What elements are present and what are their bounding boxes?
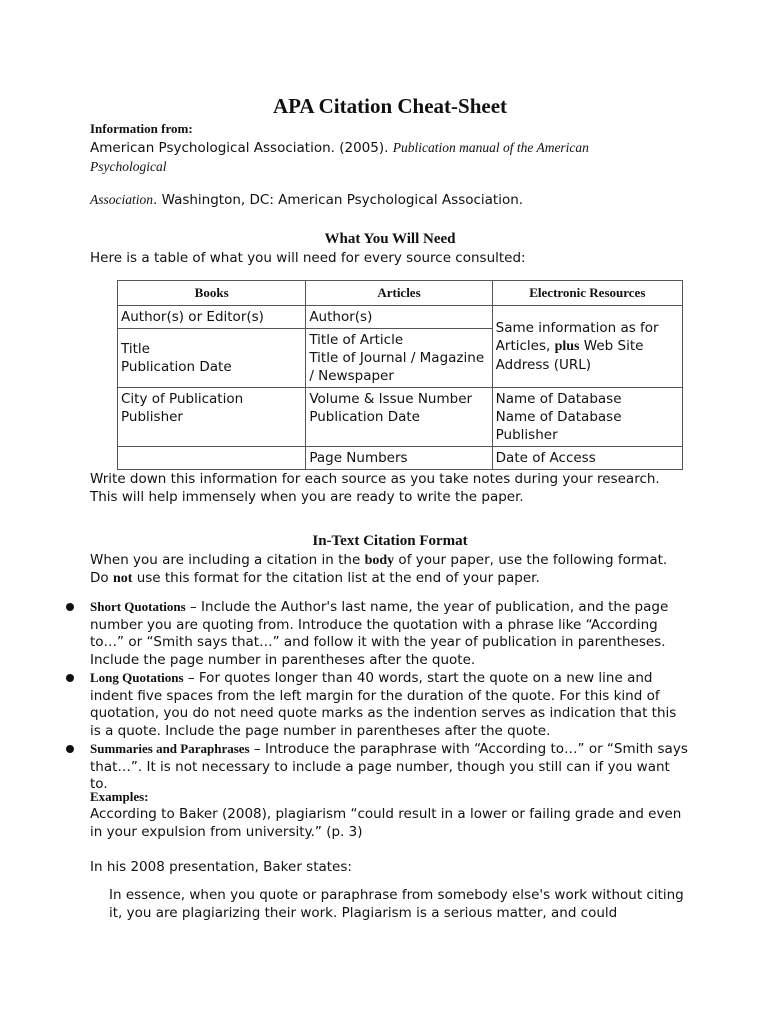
cell-line: Title of Journal / Magazine / Newspaper [309,350,485,384]
table-header-books: Books [118,281,306,306]
table-cell: Date of Access [492,447,682,470]
table-row [118,306,683,329]
table-cell [306,388,492,447]
table-cell [118,447,306,470]
intro-text: use this format for the citation list at the end of your paper. [132,569,540,586]
rule-term: Short Quotations [90,599,186,614]
cell-emphasis: plus [554,339,580,354]
requirements-table [117,280,683,470]
cell-line: City of Publication [121,391,244,407]
section-heading-in-text: In-Text Citation Format [312,533,468,549]
intro-emphasis-body: body [364,553,395,568]
intro-text: When you are including a citation in the [90,552,365,568]
section-intro-what-you-need: Here is a table of what you will need for every source consulted: [90,250,526,266]
table-row [118,388,683,447]
cell-text: Web Site Address (URL) [495,338,644,373]
table-header-articles: Articles [306,281,492,306]
example-1: According to Baker (2008), plagiarism “could result in a lower or failing grade and even in your expulsion from university.” (p. 3) [90,806,682,840]
cell-line: Volume & Issue Number [309,391,473,407]
rule-text: – For quotes longer than 40 words, start the quote on a new line and indent five spaces from the left margin for the duration of the quote. For this kind of quotation, you do not need quote marks as the indention serves as indication that this is a quote. Include the page number in parentheses after the quote. [90,670,677,739]
citation-rules-list [90,598,690,794]
rule-text: – Introduce the paraphrase with “According to…” or “Smith says that…”. It is not necessary to include a page number, though you still can if you want to. [90,741,688,792]
bullet-icon [66,745,74,753]
table-cell: Page Numbers [306,447,492,470]
cell-line: Publication Date [309,409,420,425]
table-cell: Author(s) or Editor(s) [118,306,306,329]
citation-italic2: Association [90,192,153,207]
table-header-electronic: Electronic Resources [492,281,682,306]
after-table-note: Write down this information for each source as you take notes during your research. This will help immensely when you are ready to write the paper. [90,471,660,505]
table-cell [492,306,682,388]
page-title: APA Citation Cheat-Sheet [272,94,508,118]
section-intro-in-text [90,552,690,587]
table-cell [306,329,492,388]
example-2-intro: In his 2008 presentation, Baker states: [90,859,352,875]
table-header-row [118,281,683,306]
citation-italic1: Publication manual of the American Psychological [90,140,589,174]
citation-part1: American Psychological Association. (2005). [90,140,393,156]
table-cell [492,388,682,447]
rule-term: Summaries and Paraphrases [90,741,250,756]
cell-line: Name of Database Publisher [495,409,622,443]
citation-part2: . Washington, DC: American Psychological Association. [153,192,524,208]
rule-text: – Include the Author's last name, the year of publication, and the page number you are quoting from. Introduce the quotation with a phrase like “According to…” or “Smith says that…” and follow it with the year of publication in parentheses. Include the page number in parentheses after the quote. [90,599,669,668]
bullet-icon [66,674,74,682]
reference-citation-line2 [90,191,523,210]
intro-emphasis-not: not [112,570,133,586]
cell-line: Title of Article [309,332,404,348]
bullet-icon [66,603,74,611]
info-label: Information from: [90,121,193,136]
table-cell [118,329,306,388]
cell-line: Publication Date [121,359,232,375]
cell-line: Publisher [121,409,183,425]
table-row [118,447,683,470]
examples-label: Examples: [90,789,149,804]
rule-term: Long Quotations [90,670,184,685]
cell-line: Name of Database [495,391,622,407]
table-cell: Author(s) [306,306,492,329]
cell-line: Title [121,341,150,357]
intro-text: of your paper, use the following format. Do [90,552,668,586]
block-quote: In essence, when you quote or paraphrase from somebody else's work without citing it, you are plagiarizing their work. Plagiarism is a serious matter, and could [109,887,684,921]
section-heading-what-you-need: What You Will Need [324,231,456,247]
reference-citation [90,139,650,176]
list-item [90,669,690,740]
table-cell [118,388,306,447]
cell-text: Same information as for Articles, [495,320,659,354]
list-item [90,598,690,669]
list-item [90,740,690,794]
